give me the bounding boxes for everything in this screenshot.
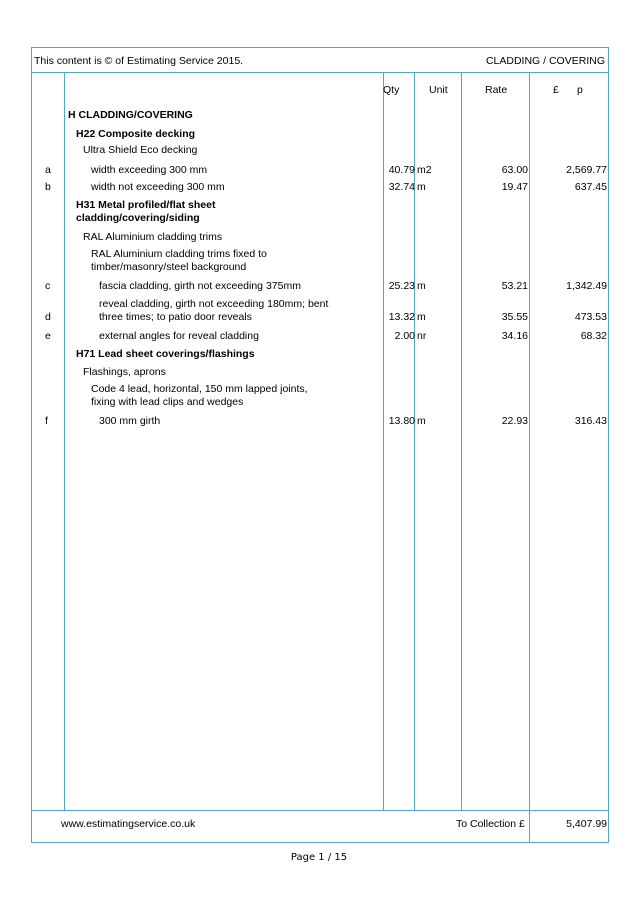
item-description: RAL Aluminium cladding trims fixed to — [91, 248, 267, 260]
border-left — [31, 47, 32, 843]
website-footer: www.estimatingservice.co.uk — [61, 818, 196, 830]
col-divider-ref — [64, 72, 65, 811]
header-divider — [31, 72, 609, 73]
col-divider-rate — [529, 72, 530, 843]
item-description: H31 Metal profiled/flat sheet — [76, 199, 216, 211]
item-description: 300 mm girth — [99, 415, 161, 427]
column-header-rate: Rate — [485, 84, 508, 96]
col-divider-desc — [383, 72, 384, 811]
item-rate: 35.55 — [501, 311, 528, 323]
item-description: width exceeding 300 mm — [91, 164, 208, 176]
item-qty: 13.32 — [388, 311, 415, 323]
item-description: external angles for reveal cladding — [99, 330, 259, 342]
collection-total: 5,407.99 — [566, 818, 607, 830]
item-description-cont: timber/masonry/steel background — [91, 261, 247, 273]
copyright-notice: This content is © of Estimating Service 2015. — [34, 55, 244, 67]
item-unit: m2 — [417, 164, 432, 176]
item-ref: b — [45, 181, 51, 193]
item-description: reveal cladding, girth not exceeding 180mm; bent — [99, 298, 329, 310]
column-header-qty: Qty — [383, 84, 400, 96]
item-ref: f — [45, 415, 48, 427]
border-bottom — [31, 842, 609, 843]
item-description: H22 Composite decking — [76, 128, 196, 140]
border-right — [608, 47, 609, 843]
item-amount: 316.43 — [574, 415, 607, 427]
item-unit: m — [417, 311, 426, 323]
estimate-sheet — [31, 47, 609, 843]
item-description-cont: cladding/covering/siding — [76, 212, 200, 224]
item-description: H71 Lead sheet coverings/flashings — [76, 348, 255, 360]
item-description-cont: three times; to patio door reveals — [99, 311, 252, 323]
item-amount: 1,342.49 — [566, 280, 607, 292]
page-number: Page 1 / 15 — [290, 852, 348, 863]
section-title: CLADDING / COVERING — [485, 55, 605, 67]
item-description: fascia cladding, girth not exceeding 375mm — [99, 280, 301, 292]
col-divider-unit — [461, 72, 462, 811]
item-amount: 2,569.77 — [566, 164, 607, 176]
item-description: width not exceeding 300 mm — [91, 181, 225, 193]
item-rate: 22.93 — [501, 415, 528, 427]
item-amount: 637.45 — [574, 181, 607, 193]
item-ref: c — [45, 280, 51, 292]
collection-label: To Collection £ — [456, 818, 525, 830]
item-qty: 32.74 — [388, 181, 415, 193]
item-unit: nr — [417, 330, 427, 342]
item-unit: m — [417, 181, 426, 193]
footer-divider-top — [31, 810, 609, 811]
item-ref: d — [45, 311, 51, 323]
item-qty: 40.79 — [388, 164, 415, 176]
item-amount: 473.53 — [574, 311, 607, 323]
item-unit: m — [417, 280, 426, 292]
sheet-header — [31, 47, 609, 72]
item-description: Flashings, aprons — [83, 366, 166, 378]
item-description-cont: fixing with lead clips and wedges — [91, 396, 244, 408]
item-qty: 13.80 — [388, 415, 415, 427]
item-amount: 68.32 — [580, 330, 607, 342]
item-rate: 53.21 — [501, 280, 528, 292]
item-ref: e — [45, 330, 51, 342]
column-header-pence: p — [577, 84, 583, 96]
item-description: Ultra Shield Eco decking — [83, 144, 198, 156]
item-unit: m — [417, 415, 426, 427]
item-qty: 25.23 — [388, 280, 415, 292]
item-description: RAL Aluminium cladding trims — [83, 231, 223, 243]
item-rate: 63.00 — [501, 164, 528, 176]
item-qty: 2.00 — [394, 330, 415, 342]
column-header-pound: £ — [553, 84, 559, 96]
column-header-unit: Unit — [429, 84, 448, 96]
item-description: Code 4 lead, horizontal, 150 mm lapped joints, — [91, 383, 308, 395]
item-ref: a — [45, 164, 51, 176]
item-rate: 19.47 — [501, 181, 528, 193]
item-description: H CLADDING/COVERING — [68, 109, 193, 121]
item-rate: 34.16 — [501, 330, 528, 342]
